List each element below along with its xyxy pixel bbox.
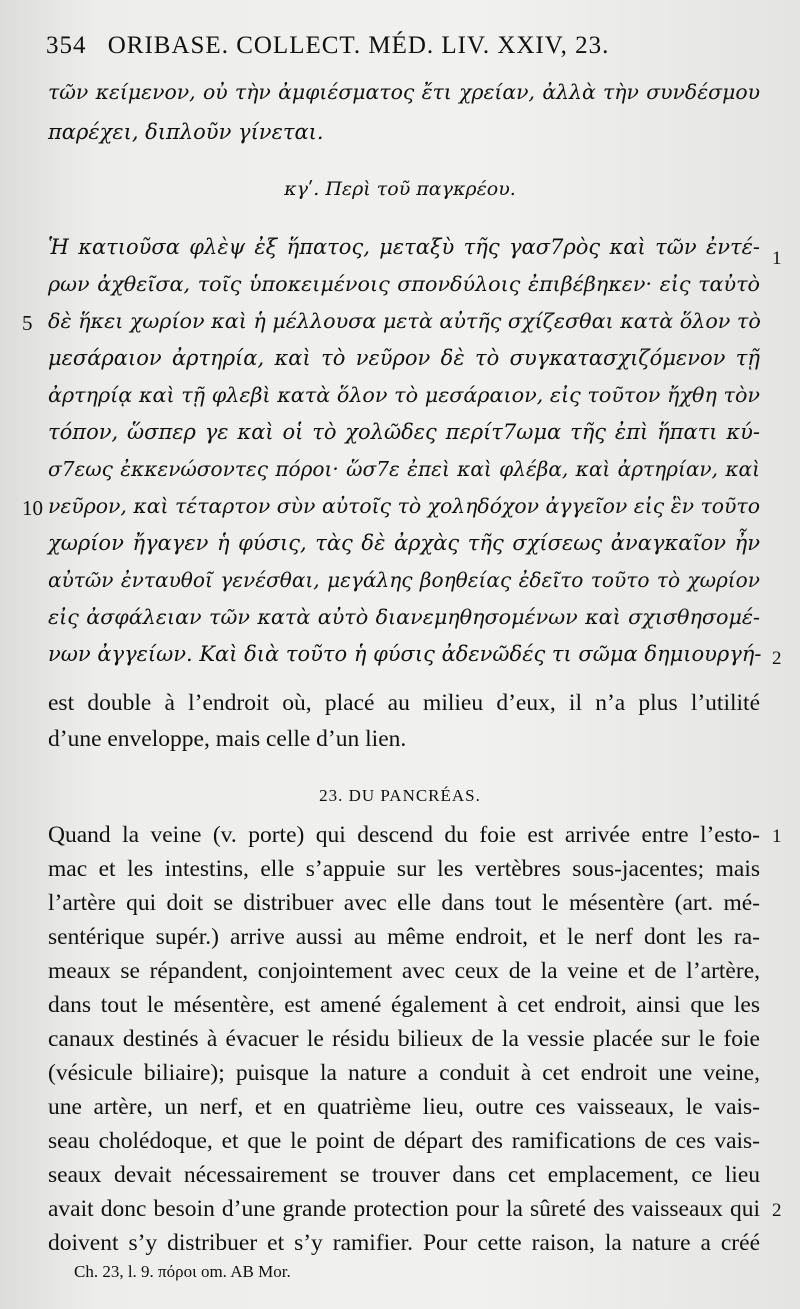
french-text-line: Quand la veine (v. porte) qui descend du foie est arrivée entre l’esto- [48,822,760,848]
running-title: ORIBASE. COLLECT. MÉD. LIV. XXIV, 23. [107,32,610,59]
greek-text-line: εἰς ἀσφάλειαν τῶν κατὰ αὐτὸ διανεμηθησομένων καὶ σχισθησομέ- [48,605,760,629]
french-text-line: seaux devait nécessairement se trouver dans cet emplacement, ce lieu [48,1162,760,1188]
greek-text-line: ἀρτηρίᾳ καὶ τῇ φλεβὶ κατὰ ὅλον τὸ μεσάραιον, εἰς τοῦτον ἤχθη τὸν [48,383,760,407]
margin-section-number: 2 [772,648,782,669]
french-text-line: (vésicule biliaire); puisque la nature a conduit à cet endroit une veine, [48,1060,760,1086]
greek-text-line: νεῦρον, καὶ τέταρτον σὺν αὐτοῖς τὸ χοληδόχον ἀγγεῖον εἰς ἓν τοῦτο [48,494,760,518]
margin-section-number: 2 [772,1200,782,1221]
french-text-line: avait donc besoin d’une grande protection pour la sûreté des vaisseaux qui [48,1196,760,1222]
greek-continuation-line: παρέχει, διπλοῦν γίνεται. [48,120,324,144]
margin-section-number: 1 [772,826,782,847]
greek-text-line: χωρίον ἤγαγεν ἡ φύσις, τὰς δὲ ἀρχὰς τῆς σχίσεως ἀναγκαῖον ἦν [48,531,760,555]
greek-text-line: δὲ ἥκει χωρίον καὶ ἡ μέλλουσα μετὰ αὐτῆς σχίζεσθαι κατὰ ὅλον τὸ [48,309,761,333]
line-number-10: 10 [22,496,43,520]
french-text-line: seau cholédoque, et que le point de départ des ramifications de ces vais- [48,1128,760,1154]
french-text-line: dans tout le mésentère, est amené également à cet endroit, ainsi que les [48,992,760,1018]
greek-text-line: νων ἀγγείων. Καὶ διὰ τοῦτο ἡ φύσις ἀδενῶδές τι σῶμα δημιουργή- [48,642,762,666]
french-text-line: meaux se répandent, conjointement avec ceux de la veine et de l’artère, [48,958,760,984]
line-number-5: 5 [22,311,33,335]
greek-text-line: μεσάραιον ἀρτηρία, καὶ τὸ νεῦρον δὲ τὸ συγκατασχιζόμενον τῇ [48,346,760,370]
margin-section-number: 1 [772,248,782,269]
french-continuation-line: d’une enveloppe, mais celle d’un lien. [48,726,407,752]
french-text-line: une artère, un nerf, et en quatrième lieu, outre ces vaisseaux, le vais- [48,1094,760,1120]
french-text-line: canaux destinés à évacuer le résidu bilieux de la vessie placée sur le foie [48,1026,760,1052]
french-text-line: l’artère qui doit se distribuer avec elle dans tout le mésentère (art. mé- [48,890,760,916]
french-continuation-line: est double à l’endroit où, placé au milieu d’eux, il n’a plus l’utilité [48,690,760,716]
french-text-line: doivent s’y distribuer et s’y ramifier. Pour cette raison, la nature a créé [48,1230,760,1256]
greek-text-line: σ7εως ἐκκενώσοντες πόροι· ὥσ7ε ἐπεὶ καὶ φλέβα, καὶ ἀρτηρίαν, καὶ [48,457,760,481]
greek-text-line: ρων ἀχθεῖσα, τοῖς ὑποκειμένοις σπονδύλοις ἐπιβέβηκεν· εἰς ταὐτὸ [48,272,760,296]
greek-text-line: τόπον, ὥσπερ γε καὶ οἱ τὸ χολῶδες περίτ7ωμα τῆς ἐπὶ ἥπατι κύ- [48,420,760,444]
greek-continuation-line: τῶν κείμενον, οὐ τὴν ἀμφιέσματος ἔτι χρείαν, ἀλλὰ τὴν συνδέσμου [48,80,760,104]
greek-text-line: αὐτῶν ἐνταυθοῖ γενέσθαι, μεγάλης βοηθείας ἐδεῖτο τοῦτο τὸ χωρίον [48,568,760,592]
french-text-line: sentérique supér.) arrive aussi au même endroit, et le nerf dont les ra- [48,924,760,950]
french-chapter-heading: 23. DU PANCRÉAS. [319,786,481,805]
french-text-line: mac et les intestins, elle s’appuie sur les vertèbres sous-jacentes; mais [48,856,760,882]
page-number: 354 [46,32,87,59]
greek-text-line: Ἡ κατιοῦσα φλὲψ ἐξ ἥπατος, μεταξὺ τῆς γασ7ρὸς καὶ τῶν ἐντέ- [48,235,760,259]
running-header [46,32,746,60]
critical-apparatus-footnote: Ch. 23, l. 9. πόροι om. AB Mor. [74,1262,291,1281]
greek-chapter-heading: κγʹ. Περὶ τοῦ παγκρέου. [284,178,516,200]
